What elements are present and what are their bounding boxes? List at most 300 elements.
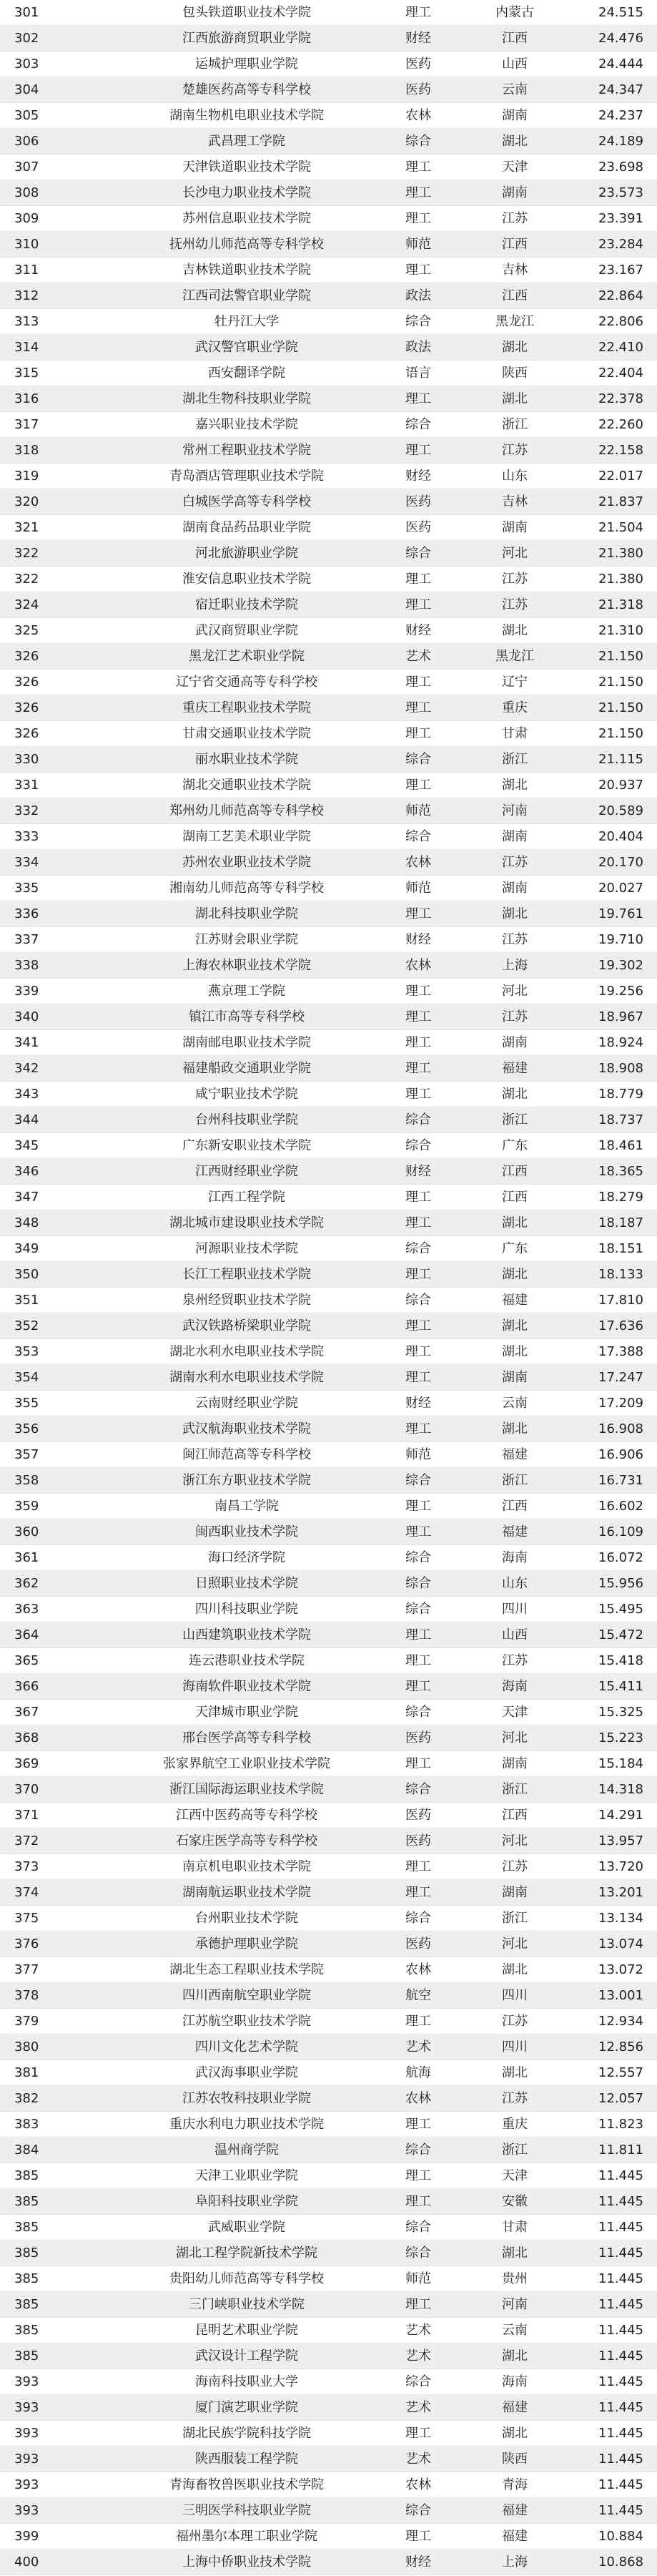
score-cell: 20.170 [598, 855, 643, 870]
score-cell: 18.737 [598, 1112, 643, 1127]
table-row [0, 0, 657, 26]
rank-cell: 312 [14, 288, 39, 303]
rank-cell: 326 [14, 726, 39, 741]
school-name-cell: 陕西服装工程学院 [195, 2452, 298, 2467]
rank-cell: 400 [14, 2555, 39, 2570]
school-name-cell: 海南科技职业大学 [195, 2374, 298, 2389]
table-row [0, 1133, 657, 1159]
province-cell: 江西 [502, 1808, 528, 1823]
score-cell: 11.445 [598, 2426, 643, 2441]
province-cell: 福建 [502, 1524, 528, 1539]
category-cell: 综合 [405, 2503, 431, 2518]
category-cell: 理工 [405, 1859, 431, 1874]
category-cell: 综合 [405, 546, 431, 561]
score-cell: 24.476 [598, 31, 643, 46]
school-name-cell: 温州商学院 [214, 2142, 279, 2158]
school-name-cell: 四川文化艺术学院 [195, 2039, 298, 2055]
score-cell: 16.731 [598, 1473, 643, 1488]
category-cell: 理工 [405, 984, 431, 999]
rank-cell: 370 [14, 1782, 39, 1797]
table-row [0, 1931, 657, 1957]
category-cell: 农林 [405, 1962, 431, 1977]
school-name-cell: 辽宁省交通高等专科学校 [176, 675, 317, 690]
rank-cell: 317 [14, 417, 39, 432]
table-row [0, 1803, 657, 1828]
rank-cell: 301 [14, 5, 39, 20]
rank-cell: 369 [14, 1756, 39, 1771]
province-cell: 江西 [502, 1164, 528, 1179]
rank-cell: 351 [14, 1293, 39, 1308]
province-cell: 江西 [502, 1499, 528, 1514]
category-cell: 理工 [405, 185, 431, 200]
rank-cell: 381 [14, 2065, 39, 2080]
province-cell: 天津 [502, 160, 528, 175]
table-row [0, 644, 657, 670]
rank-cell: 367 [14, 1705, 39, 1720]
score-cell: 11.445 [598, 2168, 643, 2183]
table-row [0, 77, 657, 103]
category-cell: 综合 [405, 1293, 431, 1308]
province-cell: 贵州 [502, 2271, 528, 2286]
category-cell: 综合 [405, 2374, 431, 2389]
score-cell: 18.279 [598, 1190, 643, 1205]
score-cell: 19.710 [598, 932, 643, 947]
table-row [0, 438, 657, 464]
school-name-cell: 湖北交通职业技术学院 [182, 778, 311, 793]
score-cell: 24.237 [598, 108, 643, 123]
score-cell: 22.017 [598, 469, 643, 484]
rank-cell: 373 [14, 1859, 39, 1874]
score-cell: 11.445 [598, 2246, 643, 2261]
table-row [0, 2163, 657, 2189]
category-cell: 理工 [405, 1215, 431, 1230]
province-cell: 浙江 [502, 1911, 528, 1926]
score-cell: 22.404 [598, 366, 643, 381]
category-cell: 农林 [405, 958, 431, 973]
table-row [0, 979, 657, 1004]
province-cell: 河北 [502, 1833, 528, 1848]
category-cell: 理工 [405, 5, 431, 20]
score-cell: 22.158 [598, 443, 643, 458]
rank-cell: 309 [14, 211, 39, 226]
table-row [0, 927, 657, 953]
category-cell: 航空 [405, 1988, 431, 2003]
rank-cell: 363 [14, 1602, 39, 1617]
table-row [0, 1210, 657, 1236]
score-cell: 13.957 [598, 1833, 643, 1848]
province-cell: 陕西 [502, 366, 528, 381]
table-row [0, 1494, 657, 1519]
table-row [0, 1622, 657, 1648]
table-row [0, 180, 657, 206]
province-cell: 浙江 [502, 1782, 528, 1797]
category-cell: 理工 [405, 1009, 431, 1024]
score-cell: 17.247 [598, 1370, 643, 1385]
province-cell: 湖北 [502, 1215, 528, 1230]
category-cell: 财经 [405, 623, 431, 638]
rank-cell: 385 [14, 2297, 39, 2312]
table-row [0, 283, 657, 309]
rank-cell: 345 [14, 1138, 39, 1153]
province-cell: 湖南 [502, 520, 528, 535]
category-cell: 综合 [405, 1782, 431, 1797]
province-cell: 湖北 [502, 391, 528, 406]
score-cell: 16.109 [598, 1524, 643, 1539]
province-cell: 黑龙江 [495, 649, 534, 664]
table-row [0, 412, 657, 438]
school-name-cell: 湖北生物科技职业学院 [182, 391, 311, 406]
table-row [0, 2215, 657, 2240]
table-row [0, 335, 657, 361]
school-name-cell: 长沙电力职业技术学院 [182, 185, 311, 200]
score-cell: 23.167 [598, 263, 643, 278]
school-name-cell: 武威职业学院 [208, 2220, 285, 2235]
school-name-cell: 南京机电职业技术学院 [182, 1859, 311, 1874]
rank-cell: 360 [14, 1524, 39, 1539]
school-name-cell: 湖北民族学院科技学院 [182, 2426, 311, 2441]
school-name-cell: 常州工程职业技术学院 [182, 443, 311, 458]
school-name-cell: 昆明艺术职业学院 [195, 2323, 298, 2338]
table-row [0, 695, 657, 721]
table-row [0, 129, 657, 155]
school-name-cell: 阜阳科技职业学院 [195, 2194, 298, 2209]
score-cell: 11.445 [598, 2220, 643, 2235]
table-row [0, 2524, 657, 2550]
school-name-cell: 湖北工程学院新技术学院 [176, 2246, 317, 2261]
score-cell: 22.260 [598, 417, 643, 432]
province-cell: 江苏 [502, 2014, 528, 2029]
table-row [0, 103, 657, 129]
table-row [0, 1545, 657, 1571]
table-row [0, 2498, 657, 2524]
rank-cell: 322 [14, 572, 39, 587]
rank-cell: 302 [14, 31, 39, 46]
score-cell: 23.573 [598, 185, 643, 200]
score-cell: 16.072 [598, 1550, 643, 1565]
province-cell: 河北 [502, 984, 528, 999]
province-cell: 河北 [502, 1730, 528, 1745]
rank-cell: 307 [14, 160, 39, 175]
school-name-cell: 台州科技职业学院 [195, 1112, 298, 1127]
province-cell: 江苏 [502, 211, 528, 226]
table-row [0, 901, 657, 927]
province-cell: 湖北 [502, 1962, 528, 1977]
school-name-cell: 宿迁职业技术学院 [195, 597, 298, 612]
score-cell: 11.811 [598, 2142, 643, 2158]
table-row [0, 1056, 657, 1082]
province-cell: 浙江 [502, 752, 528, 767]
table-row [0, 232, 657, 258]
score-cell: 21.310 [598, 623, 643, 638]
category-cell: 综合 [405, 1602, 431, 1617]
table-row [0, 2395, 657, 2421]
school-name-cell: 江西中医药高等专科学校 [176, 1808, 317, 1823]
category-cell: 财经 [405, 469, 431, 484]
table-row [0, 2189, 657, 2215]
category-cell: 医药 [405, 57, 431, 72]
province-cell: 江苏 [502, 932, 528, 947]
rank-cell: 337 [14, 932, 39, 947]
province-cell: 吉林 [502, 263, 528, 278]
province-cell: 四川 [502, 1602, 528, 1617]
category-cell: 艺术 [405, 2349, 431, 2364]
province-cell: 河北 [502, 546, 528, 561]
school-name-cell: 武汉铁路桥梁职业学院 [182, 1318, 311, 1333]
rank-cell: 385 [14, 2220, 39, 2235]
rank-cell: 393 [14, 2374, 39, 2389]
school-name-cell: 河源职业技术学院 [195, 1241, 298, 1256]
rank-cell: 347 [14, 1190, 39, 1205]
province-cell: 甘肃 [502, 726, 528, 741]
rank-cell: 352 [14, 1318, 39, 1333]
school-name-cell: 海口经济学院 [208, 1550, 285, 1565]
category-cell: 政法 [405, 340, 431, 355]
school-name-cell: 湖北科技职业学院 [195, 906, 298, 921]
rank-cell: 382 [14, 2091, 39, 2106]
school-name-cell: 四川科技职业学院 [195, 1602, 298, 1617]
table-row [0, 1468, 657, 1494]
rank-cell: 349 [14, 1241, 39, 1256]
score-cell: 23.284 [598, 237, 643, 252]
province-cell: 湖南 [502, 1885, 528, 1900]
score-cell: 15.325 [598, 1705, 643, 1720]
category-cell: 理工 [405, 675, 431, 690]
province-cell: 湖北 [502, 778, 528, 793]
table-row [0, 2292, 657, 2318]
rank-cell: 326 [14, 649, 39, 664]
school-name-cell: 闽西职业技术学院 [195, 1524, 298, 1539]
school-name-cell: 天津城市职业学院 [195, 1705, 298, 1720]
score-cell: 14.291 [598, 1808, 643, 1823]
table-row [0, 2086, 657, 2112]
table-row [0, 2447, 657, 2472]
rank-cell: 339 [14, 984, 39, 999]
score-cell: 21.837 [598, 494, 643, 509]
province-cell: 福建 [502, 1293, 528, 1308]
score-cell: 11.823 [598, 2117, 643, 2132]
score-cell: 16.908 [598, 1421, 643, 1436]
score-cell: 11.445 [598, 2349, 643, 2364]
category-cell: 师范 [405, 2271, 431, 2286]
table-row [0, 2318, 657, 2344]
province-cell: 安徽 [502, 2194, 528, 2209]
score-cell: 15.223 [598, 1730, 643, 1745]
category-cell: 理工 [405, 778, 431, 793]
score-cell: 24.515 [598, 5, 643, 20]
category-cell: 理工 [405, 1421, 431, 1436]
table-row [0, 721, 657, 747]
category-cell: 综合 [405, 752, 431, 767]
school-name-cell: 丽水职业技术学院 [195, 752, 298, 767]
category-cell: 综合 [405, 417, 431, 432]
school-name-cell: 武汉设计工程学院 [195, 2349, 298, 2364]
table-row [0, 953, 657, 979]
score-cell: 15.956 [598, 1576, 643, 1591]
category-cell: 农林 [405, 108, 431, 123]
table-row [0, 309, 657, 335]
table-row [0, 1313, 657, 1339]
category-cell: 医药 [405, 1808, 431, 1823]
rank-cell: 322 [14, 546, 39, 561]
score-cell: 23.391 [598, 211, 643, 226]
province-cell: 湖北 [502, 906, 528, 921]
category-cell: 综合 [405, 1138, 431, 1153]
score-cell: 10.868 [598, 2555, 643, 2570]
school-name-cell: 江西工程学院 [208, 1190, 285, 1205]
category-cell: 农林 [405, 855, 431, 870]
rank-cell: 374 [14, 1885, 39, 1900]
province-cell: 江苏 [502, 572, 528, 587]
score-cell: 24.189 [598, 134, 643, 149]
rank-cell: 385 [14, 2271, 39, 2286]
province-cell: 广东 [502, 1138, 528, 1153]
province-cell: 黑龙江 [495, 314, 534, 329]
province-cell: 福建 [502, 2529, 528, 2544]
rank-cell: 368 [14, 1730, 39, 1745]
rank-cell: 380 [14, 2039, 39, 2055]
category-cell: 航海 [405, 2065, 431, 2080]
rank-cell: 365 [14, 1653, 39, 1668]
score-cell: 10.884 [598, 2529, 643, 2544]
province-cell: 陕西 [502, 2452, 528, 2467]
province-cell: 山东 [502, 469, 528, 484]
category-cell: 理工 [405, 1035, 431, 1050]
category-cell: 理工 [405, 1499, 431, 1514]
province-cell: 甘肃 [502, 2220, 528, 2235]
category-cell: 理工 [405, 391, 431, 406]
province-cell: 湖南 [502, 1370, 528, 1385]
category-cell: 理工 [405, 906, 431, 921]
score-cell: 15.472 [598, 1627, 643, 1642]
table-row [0, 1288, 657, 1313]
province-cell: 云南 [502, 82, 528, 97]
rank-cell: 385 [14, 2194, 39, 2209]
category-cell: 师范 [405, 237, 431, 252]
category-cell: 综合 [405, 2246, 431, 2261]
school-name-cell: 海南软件职业技术学院 [182, 1679, 311, 1694]
school-name-cell: 湖北城市建设职业技术学院 [169, 1215, 324, 1230]
province-cell: 江苏 [502, 855, 528, 870]
province-cell: 重庆 [502, 700, 528, 715]
score-cell: 21.150 [598, 700, 643, 715]
table-row [0, 2266, 657, 2292]
school-name-cell: 郑州幼儿师范高等专科学校 [169, 803, 324, 818]
province-cell: 江西 [502, 237, 528, 252]
school-name-cell: 黑龙江艺术职业学院 [189, 649, 305, 664]
category-cell: 理工 [405, 2297, 431, 2312]
score-cell: 13.001 [598, 1988, 643, 2003]
rank-cell: 383 [14, 2117, 39, 2132]
rank-cell: 342 [14, 1061, 39, 1076]
school-name-cell: 江苏航空职业技术学院 [182, 2014, 311, 2029]
rank-cell: 319 [14, 469, 39, 484]
province-cell: 湖北 [502, 340, 528, 355]
table-row [0, 1751, 657, 1777]
province-cell: 湖北 [502, 2349, 528, 2364]
score-cell: 16.906 [598, 1447, 643, 1462]
score-cell: 21.318 [598, 597, 643, 612]
category-cell: 理工 [405, 2194, 431, 2209]
school-name-cell: 白城医学高等专科学校 [182, 494, 311, 509]
province-cell: 云南 [502, 1396, 528, 1411]
score-cell: 18.967 [598, 1009, 643, 1024]
score-cell: 21.150 [598, 675, 643, 690]
table-row [0, 592, 657, 618]
score-cell: 21.504 [598, 520, 643, 535]
score-cell: 20.589 [598, 803, 643, 818]
rank-cell: 376 [14, 1936, 39, 1951]
score-cell: 22.410 [598, 340, 643, 355]
table-row [0, 2344, 657, 2369]
province-cell: 浙江 [502, 417, 528, 432]
category-cell: 政法 [405, 288, 431, 303]
school-name-cell: 燕京理工学院 [208, 984, 285, 999]
table-row [0, 1777, 657, 1803]
school-name-cell: 苏州信息职业技术学院 [182, 211, 311, 226]
table-row [0, 1957, 657, 1983]
rank-cell: 393 [14, 2400, 39, 2415]
table-row [0, 1519, 657, 1545]
school-name-cell: 包头铁道职业技术学院 [182, 5, 311, 20]
score-cell: 22.378 [598, 391, 643, 406]
category-cell: 理工 [405, 2426, 431, 2441]
score-cell: 21.380 [598, 546, 643, 561]
province-cell: 江苏 [502, 2091, 528, 2106]
rank-cell: 306 [14, 134, 39, 149]
category-cell: 理工 [405, 160, 431, 175]
table-row [0, 1571, 657, 1597]
rank-cell: 358 [14, 1473, 39, 1488]
rank-cell: 334 [14, 855, 39, 870]
school-name-cell: 湘南幼儿师范高等专科学校 [169, 881, 324, 896]
category-cell: 师范 [405, 1447, 431, 1462]
rank-cell: 303 [14, 57, 39, 72]
table-row [0, 1004, 657, 1030]
table-row [0, 155, 657, 180]
province-cell: 海南 [502, 2374, 528, 2389]
province-cell: 天津 [502, 2168, 528, 2183]
category-cell: 理工 [405, 572, 431, 587]
table-row [0, 1674, 657, 1700]
province-cell: 湖北 [502, 1421, 528, 1436]
rank-cell: 362 [14, 1576, 39, 1591]
province-cell: 河北 [502, 1936, 528, 1951]
school-name-cell: 湖南生物机电职业技术学院 [169, 108, 324, 123]
rank-cell: 340 [14, 1009, 39, 1024]
rank-cell: 350 [14, 1267, 39, 1282]
school-name-cell: 长江工程职业技术学院 [182, 1267, 311, 1282]
category-cell: 理工 [405, 1756, 431, 1771]
rank-cell: 333 [14, 829, 39, 844]
score-cell: 11.445 [598, 2452, 643, 2467]
school-name-cell: 天津铁道职业技术学院 [182, 160, 311, 175]
table-row [0, 2240, 657, 2266]
table-row [0, 1597, 657, 1622]
province-cell: 海南 [502, 1550, 528, 1565]
school-name-cell: 石家庄医学高等专科学校 [176, 1833, 317, 1848]
rank-cell: 385 [14, 2168, 39, 2183]
province-cell: 江苏 [502, 1009, 528, 1024]
table-row [0, 1700, 657, 1725]
category-cell: 理工 [405, 1061, 431, 1076]
category-cell: 农林 [405, 2477, 431, 2492]
category-cell: 综合 [405, 1241, 431, 1256]
score-cell: 11.445 [598, 2503, 643, 2518]
table-row [0, 1416, 657, 1442]
score-cell: 18.924 [598, 1035, 643, 1050]
category-cell: 理工 [405, 700, 431, 715]
province-cell: 江苏 [502, 443, 528, 458]
